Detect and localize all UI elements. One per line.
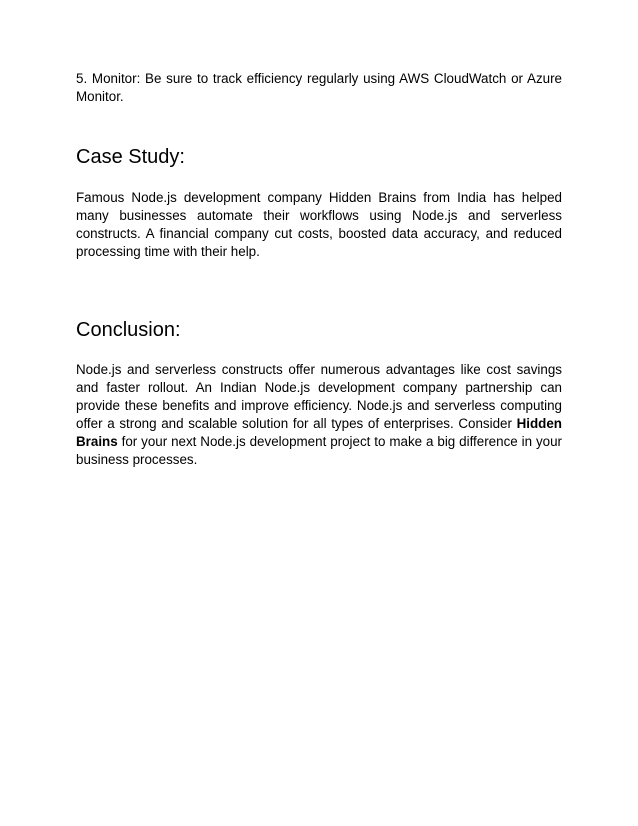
conclusion-paragraph [76, 361, 562, 469]
conclusion-text-part2: for your next Node.js development project to make a big difference in your business processes. [76, 434, 562, 467]
case-study-paragraph: Famous Node.js development company Hidden Brains from India has helped many businesses automate their workflows using Node.js and serverless constructs. A financial company cut costs, boosted data accuracy, and reduced processing time with their help. [76, 190, 562, 259]
monitor-step-paragraph: 5. Monitor: Be sure to track efficiency regularly using AWS CloudWatch or Azure Monitor. [76, 71, 562, 104]
document-content [76, 70, 562, 469]
conclusion-company-name: Hidden Brains [76, 416, 562, 449]
conclusion-text-part1: Node.js and serverless constructs offer numerous advantages like cost savings and faster rollout. An Indian Node.js development company partnership can provide these benefits and improve efficiency. Node.js and serverless computing offer a strong and scalable solution for all types of enterprises. Consider [76, 362, 562, 431]
case-study-heading: Case Study: [76, 146, 185, 168]
conclusion-heading: Conclusion: [76, 319, 181, 341]
